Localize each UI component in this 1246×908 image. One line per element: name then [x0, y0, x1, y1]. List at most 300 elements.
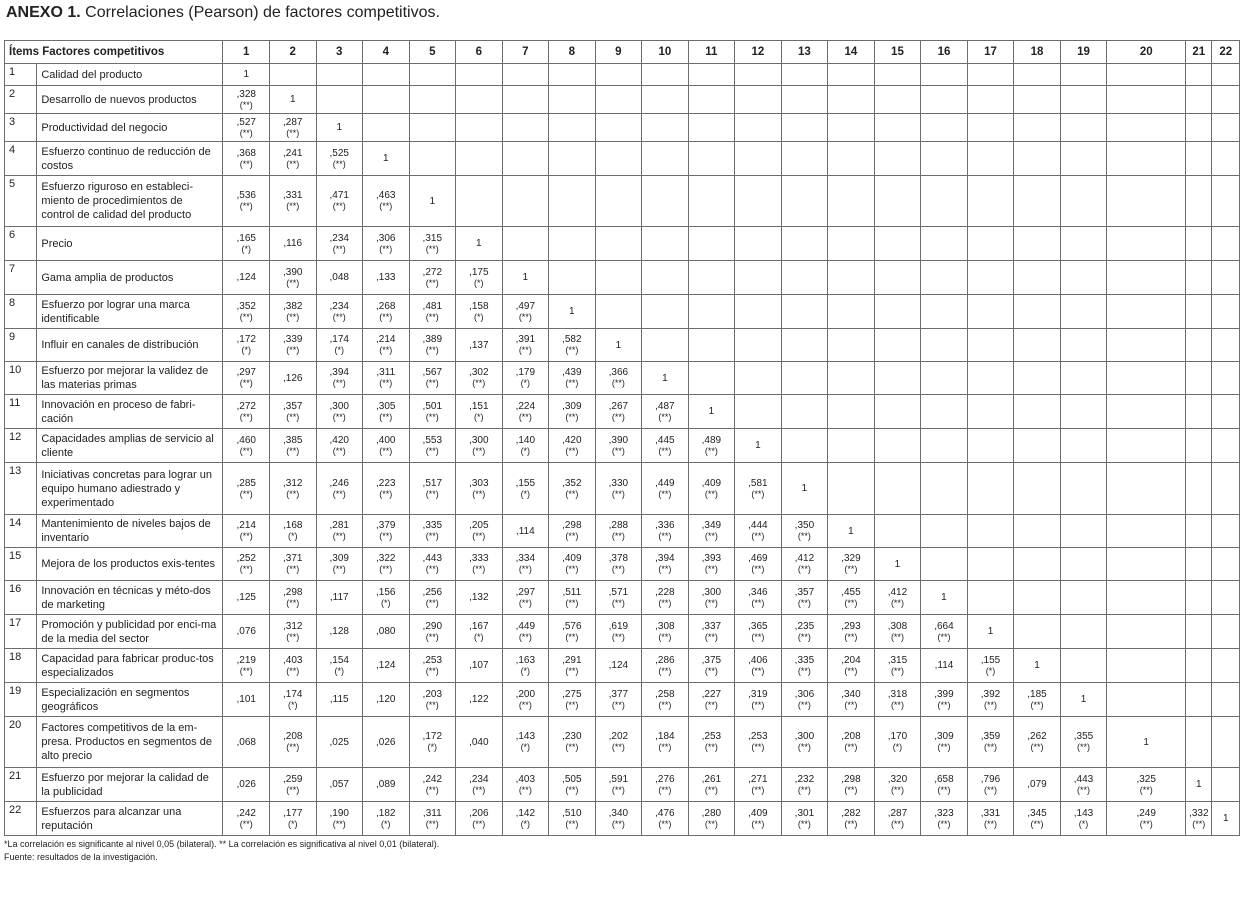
table-row — [5, 295, 1240, 329]
correlation-cell — [595, 362, 642, 395]
significance-marker: (**) — [611, 445, 625, 456]
significance-marker: (**) — [425, 699, 439, 710]
correlation-value: ,268 — [376, 300, 396, 312]
correlation-cell — [874, 227, 921, 261]
correlation-cell — [735, 64, 782, 86]
correlation-cell — [967, 395, 1014, 429]
correlation-cell — [456, 683, 503, 717]
correlation-value: ,443 — [422, 553, 443, 564]
correlation-value: ,114 — [515, 525, 535, 537]
correlation-value: ,281 — [329, 520, 349, 531]
correlation-cell — [316, 261, 363, 295]
row-number: 7 — [5, 261, 37, 295]
correlation-cell — [642, 362, 689, 395]
correlation-cell — [223, 86, 270, 114]
correlation-cell — [409, 261, 456, 295]
correlation-cell — [735, 581, 782, 615]
correlation-value: ,301 — [794, 807, 815, 819]
correlation-cell — [688, 86, 735, 114]
correlation-cell — [456, 717, 503, 768]
correlation-cell — [549, 429, 596, 463]
correlation-value: ,445 — [655, 434, 675, 446]
significance-marker: (**) — [937, 699, 951, 710]
correlation-value: ,323 — [934, 807, 954, 819]
correlation-cell — [1212, 548, 1240, 581]
significance-marker: (**) — [565, 345, 579, 355]
correlation-cell — [502, 515, 549, 548]
correlation-cell — [642, 615, 689, 649]
significance-marker: (**) — [658, 564, 672, 574]
significance-marker: (**) — [332, 243, 346, 254]
table-row — [5, 395, 1240, 429]
significance-marker: (**) — [286, 127, 300, 138]
correlation-cell — [269, 615, 316, 649]
correlation-value: 1 — [569, 306, 575, 317]
correlation-cell — [1212, 114, 1240, 142]
correlation-cell — [1060, 329, 1107, 362]
correlation-value: 1 — [522, 272, 529, 283]
significance-marker: (**) — [844, 699, 858, 710]
correlation-cell — [1186, 802, 1212, 836]
correlation-value: 1 — [801, 483, 808, 494]
significance-marker: (**) — [1077, 784, 1090, 795]
correlation-cell — [269, 683, 316, 717]
correlation-cell — [549, 114, 596, 142]
correlation-cell — [828, 261, 875, 295]
row-number: 15 — [5, 548, 37, 581]
correlation-cell — [967, 802, 1014, 836]
row-number: 1 — [5, 64, 37, 86]
significance-marker: (**) — [1030, 742, 1044, 752]
correlation-value: ,124 — [608, 660, 629, 671]
correlation-value: ,346 — [748, 586, 768, 598]
correlation-cell — [456, 429, 503, 463]
correlation-cell — [456, 86, 503, 114]
correlation-cell — [1060, 463, 1107, 515]
correlation-cell — [921, 142, 968, 176]
correlation-cell — [363, 717, 410, 768]
correlation-cell — [967, 649, 1014, 683]
correlation-cell — [363, 86, 410, 114]
correlation-value: ,403 — [283, 654, 303, 666]
correlation-cell — [874, 463, 921, 515]
correlation-value: ,325 — [1136, 773, 1156, 785]
correlation-cell — [223, 142, 270, 176]
correlation-cell — [223, 615, 270, 649]
correlation-cell — [1014, 227, 1061, 261]
correlation-cell — [642, 463, 689, 515]
correlation-cell — [828, 142, 875, 176]
correlation-value: ,227 — [701, 688, 722, 700]
significance-marker: (**) — [565, 631, 579, 642]
correlation-cell — [502, 717, 549, 768]
correlation-cell — [1014, 649, 1061, 683]
significance-marker: (*) — [520, 818, 531, 829]
correlation-cell — [781, 329, 828, 362]
correlation-cell — [363, 227, 410, 261]
correlation-cell — [967, 463, 1014, 515]
correlation-value: ,308 — [655, 620, 675, 632]
correlation-cell — [781, 463, 828, 515]
significance-marker: (**) — [286, 201, 300, 211]
column-header: 15 — [874, 41, 921, 64]
significance-marker: (**) — [704, 531, 718, 541]
correlation-value: ,203 — [422, 688, 443, 700]
correlation-cell — [1107, 683, 1186, 717]
correlation-cell — [595, 581, 642, 615]
table-row — [5, 717, 1240, 768]
correlation-cell — [967, 683, 1014, 717]
correlation-cell — [874, 515, 921, 548]
correlation-cell — [735, 615, 782, 649]
correlation-cell — [1212, 717, 1240, 768]
significance-marker: (**) — [518, 699, 532, 710]
significance-marker: (**) — [332, 818, 346, 829]
correlation-value: ,155 — [515, 477, 536, 489]
factor-label: Esfuerzo riguroso en estableci-miento de procedimientos de control de calidad del producto — [37, 176, 223, 227]
correlation-value: ,297 — [515, 586, 536, 598]
correlation-cell — [409, 329, 456, 362]
correlation-cell — [1060, 176, 1107, 227]
correlation-cell — [363, 114, 410, 142]
correlation-value: ,297 — [236, 367, 256, 378]
correlation-cell — [456, 114, 503, 142]
significance-marker: (**) — [518, 311, 532, 322]
correlation-cell — [921, 615, 968, 649]
correlation-cell — [1014, 683, 1061, 717]
significance-marker: (**) — [425, 445, 439, 456]
significance-marker: (**) — [332, 411, 346, 422]
factor-label: Influir en canales de distribución — [37, 329, 223, 362]
correlation-cell — [735, 142, 782, 176]
correlation-cell — [781, 768, 828, 802]
correlation-cell — [1014, 768, 1061, 802]
significance-marker: (**) — [518, 564, 532, 574]
correlation-cell — [409, 362, 456, 395]
correlation-value: ,241 — [283, 147, 303, 159]
correlation-value: ,527 — [236, 116, 256, 128]
correlation-cell — [316, 329, 363, 362]
correlation-value: ,796 — [980, 773, 1001, 785]
significance-marker: (**) — [983, 818, 997, 829]
correlation-cell — [921, 295, 968, 329]
correlation-table — [4, 40, 1240, 836]
row-number: 19 — [5, 683, 37, 717]
factor-label: Especialización en segmentos geográficos — [37, 683, 223, 717]
significance-marker: (*) — [334, 665, 344, 676]
correlation-cell — [828, 295, 875, 329]
row-number: 17 — [5, 615, 37, 649]
correlation-value: ,328 — [236, 88, 256, 100]
correlation-cell — [595, 86, 642, 114]
correlation-cell — [316, 717, 363, 768]
correlation-cell — [874, 429, 921, 463]
factor-label: Precio — [37, 227, 223, 261]
correlation-cell — [921, 802, 968, 836]
correlation-value: ,115 — [329, 694, 349, 705]
correlation-cell — [1014, 114, 1061, 142]
correlation-cell — [316, 395, 363, 429]
factor-label: Mejora de los productos exis-tentes — [37, 548, 223, 581]
correlation-cell — [409, 802, 456, 836]
significance-marker: (**) — [239, 378, 253, 388]
correlation-cell — [642, 329, 689, 362]
correlation-value: 1 — [615, 339, 622, 351]
significance-marker: (**) — [379, 311, 393, 322]
column-header: 18 — [1014, 41, 1061, 64]
correlation-value: ,582 — [562, 334, 582, 345]
correlation-value: ,040 — [469, 736, 489, 748]
correlation-cell — [316, 649, 363, 683]
significance-marker: (**) — [797, 742, 811, 752]
correlation-value: ,481 — [422, 300, 443, 312]
factor-label: Productividad del negocio — [37, 114, 223, 142]
correlation-cell — [502, 768, 549, 802]
correlation-cell — [363, 515, 410, 548]
column-header: 14 — [828, 41, 875, 64]
correlation-value: ,305 — [376, 400, 396, 412]
correlation-cell — [409, 548, 456, 581]
correlation-cell — [642, 649, 689, 683]
significance-marker: (**) — [565, 531, 579, 541]
correlation-value: ,026 — [376, 736, 396, 748]
correlation-value: ,302 — [469, 367, 489, 378]
correlation-value: ,501 — [422, 400, 443, 412]
correlation-cell — [967, 548, 1014, 581]
correlation-value: ,124 — [376, 660, 396, 671]
significance-marker: (**) — [797, 699, 811, 710]
correlation-value: ,409 — [562, 553, 582, 564]
correlation-cell — [502, 362, 549, 395]
correlation-cell — [1186, 463, 1212, 515]
correlation-cell — [688, 261, 735, 295]
correlation-cell — [642, 548, 689, 581]
significance-marker: (**) — [890, 665, 904, 676]
correlation-value: ,567 — [422, 367, 443, 378]
significance-marker: (**) — [658, 818, 672, 829]
factor-label: Desarrollo de nuevos productos — [37, 86, 223, 114]
significance-marker: (**) — [611, 818, 625, 829]
correlation-cell — [1107, 429, 1186, 463]
correlation-value: ,335 — [422, 520, 443, 531]
correlation-cell — [316, 802, 363, 836]
correlation-cell — [409, 615, 456, 649]
column-header: 2 — [269, 41, 316, 64]
correlation-cell — [781, 362, 828, 395]
significance-marker: (**) — [658, 631, 672, 642]
correlation-value: ,234 — [469, 773, 489, 785]
correlation-value: 1 — [894, 558, 901, 570]
correlation-value: ,658 — [934, 773, 954, 785]
correlation-value: ,576 — [562, 620, 582, 632]
correlation-cell — [781, 395, 828, 429]
significance-marker: (**) — [379, 243, 393, 254]
correlation-cell — [316, 683, 363, 717]
significance-marker: (**) — [425, 243, 439, 254]
correlation-cell — [502, 802, 549, 836]
correlation-cell — [223, 329, 270, 362]
correlation-value: ,330 — [608, 477, 629, 489]
correlation-cell — [1060, 802, 1107, 836]
correlation-cell — [316, 548, 363, 581]
significance-marker: (**) — [565, 378, 579, 388]
correlation-value: ,170 — [887, 731, 908, 742]
correlation-value: ,306 — [794, 688, 815, 700]
correlation-cell — [223, 515, 270, 548]
correlation-cell — [781, 295, 828, 329]
significance-marker: (**) — [704, 488, 718, 499]
correlation-cell — [1107, 515, 1186, 548]
correlation-value: ,224 — [515, 400, 536, 412]
correlation-cell — [269, 86, 316, 114]
factor-label: Gama amplia de productos — [37, 261, 223, 295]
correlation-value: ,080 — [376, 626, 396, 637]
factor-label: Esfuerzo por lograr una marca identificable — [37, 295, 223, 329]
correlation-cell — [1107, 142, 1186, 176]
row-number: 20 — [5, 717, 37, 768]
correlation-value: ,271 — [748, 773, 768, 785]
table-row — [5, 227, 1240, 261]
column-header: 1 — [223, 41, 270, 64]
correlation-cell — [874, 717, 921, 768]
correlation-cell — [502, 581, 549, 615]
column-header: 4 — [363, 41, 410, 64]
correlation-value: ,311 — [422, 807, 442, 819]
correlation-value: ,287 — [887, 807, 908, 819]
correlation-value: 1 — [336, 122, 343, 133]
correlation-cell — [921, 515, 968, 548]
significance-marker: (**) — [239, 531, 253, 541]
correlation-cell — [223, 429, 270, 463]
correlation-cell — [363, 64, 410, 86]
row-number: 10 — [5, 362, 37, 395]
correlation-value: ,214 — [236, 520, 256, 531]
correlation-value: ,177 — [283, 807, 303, 819]
significance-marker: (**) — [565, 488, 579, 499]
correlation-cell — [316, 515, 363, 548]
correlation-cell — [967, 295, 1014, 329]
significance-marker: (**) — [286, 345, 300, 355]
significance-marker: (**) — [518, 411, 532, 422]
correlation-cell — [874, 295, 921, 329]
correlation-value: ,332 — [1189, 807, 1209, 819]
correlation-cell — [409, 768, 456, 802]
correlation-value: ,272 — [236, 400, 256, 412]
significance-marker: (**) — [286, 631, 300, 642]
significance-marker: (**) — [1139, 818, 1153, 829]
correlation-cell — [1186, 142, 1212, 176]
significance-marker: (**) — [472, 378, 486, 388]
column-header: 12 — [735, 41, 782, 64]
correlation-cell — [874, 176, 921, 227]
correlation-value: ,208 — [841, 731, 861, 742]
significance-marker: (**) — [751, 784, 765, 795]
correlation-cell — [1060, 649, 1107, 683]
correlation-cell — [316, 581, 363, 615]
correlation-cell — [595, 295, 642, 329]
correlation-cell — [316, 429, 363, 463]
header-items-factors: Ítems Factores competitivos — [5, 41, 223, 64]
correlation-cell — [549, 64, 596, 86]
row-number: 11 — [5, 395, 37, 429]
correlation-cell — [642, 142, 689, 176]
significance-marker: (**) — [239, 127, 253, 138]
correlation-value: ,163 — [515, 654, 536, 666]
correlation-cell — [502, 142, 549, 176]
correlation-value: ,140 — [515, 434, 536, 446]
correlation-value: ,392 — [980, 688, 1001, 700]
correlation-value: ,168 — [283, 520, 303, 531]
significance-marker: (**) — [472, 818, 486, 829]
correlation-cell — [1060, 295, 1107, 329]
correlation-value: ,455 — [841, 586, 861, 598]
significance-marker: (**) — [565, 742, 579, 752]
correlation-cell — [269, 717, 316, 768]
column-header: 11 — [688, 41, 735, 64]
correlation-value: ,463 — [376, 190, 396, 201]
correlation-value: ,142 — [515, 807, 536, 819]
correlation-cell — [1212, 649, 1240, 683]
correlation-value: ,184 — [655, 731, 675, 742]
correlation-value: ,298 — [841, 773, 861, 785]
column-header: 20 — [1107, 41, 1186, 64]
correlation-value: ,449 — [515, 620, 536, 632]
correlation-cell — [223, 227, 270, 261]
significance-marker: (**) — [611, 411, 625, 422]
correlation-cell — [1014, 463, 1061, 515]
correlation-cell — [1186, 176, 1212, 227]
correlation-cell — [1212, 227, 1240, 261]
correlation-cell — [363, 329, 410, 362]
correlation-value: ,379 — [376, 520, 396, 531]
significance-marker: (**) — [286, 742, 300, 752]
column-header: 5 — [409, 41, 456, 64]
correlation-value: ,350 — [794, 520, 815, 531]
correlation-cell — [642, 176, 689, 227]
correlation-cell — [456, 395, 503, 429]
correlation-value: ,179 — [515, 367, 536, 378]
significance-marker: (**) — [658, 488, 672, 499]
correlation-value: ,439 — [562, 367, 582, 378]
correlation-value: ,309 — [329, 553, 349, 564]
correlation-cell — [921, 548, 968, 581]
correlation-cell — [456, 463, 503, 515]
factor-label: Capacidad para fabricar produc-tos especializados — [37, 649, 223, 683]
correlation-value: ,357 — [794, 586, 815, 598]
correlation-cell — [1060, 717, 1107, 768]
correlation-cell — [921, 64, 968, 86]
correlation-cell — [921, 429, 968, 463]
correlation-cell — [595, 261, 642, 295]
correlation-cell — [409, 581, 456, 615]
correlation-cell — [1107, 548, 1186, 581]
correlation-value: 1 — [755, 440, 761, 451]
correlation-value: ,252 — [236, 553, 256, 564]
significance-marker: (**) — [611, 699, 625, 710]
correlation-cell — [1014, 142, 1061, 176]
significance-marker: (**) — [565, 564, 579, 574]
correlation-cell — [456, 227, 503, 261]
correlation-cell — [595, 615, 642, 649]
table-header-row — [5, 41, 1240, 64]
correlation-value: ,158 — [469, 300, 489, 312]
correlation-cell — [363, 176, 410, 227]
significance-marker: (**) — [518, 597, 532, 608]
correlation-value: ,312 — [283, 477, 303, 489]
correlation-value: ,117 — [329, 592, 349, 603]
correlation-cell — [688, 717, 735, 768]
correlation-cell — [1186, 515, 1212, 548]
